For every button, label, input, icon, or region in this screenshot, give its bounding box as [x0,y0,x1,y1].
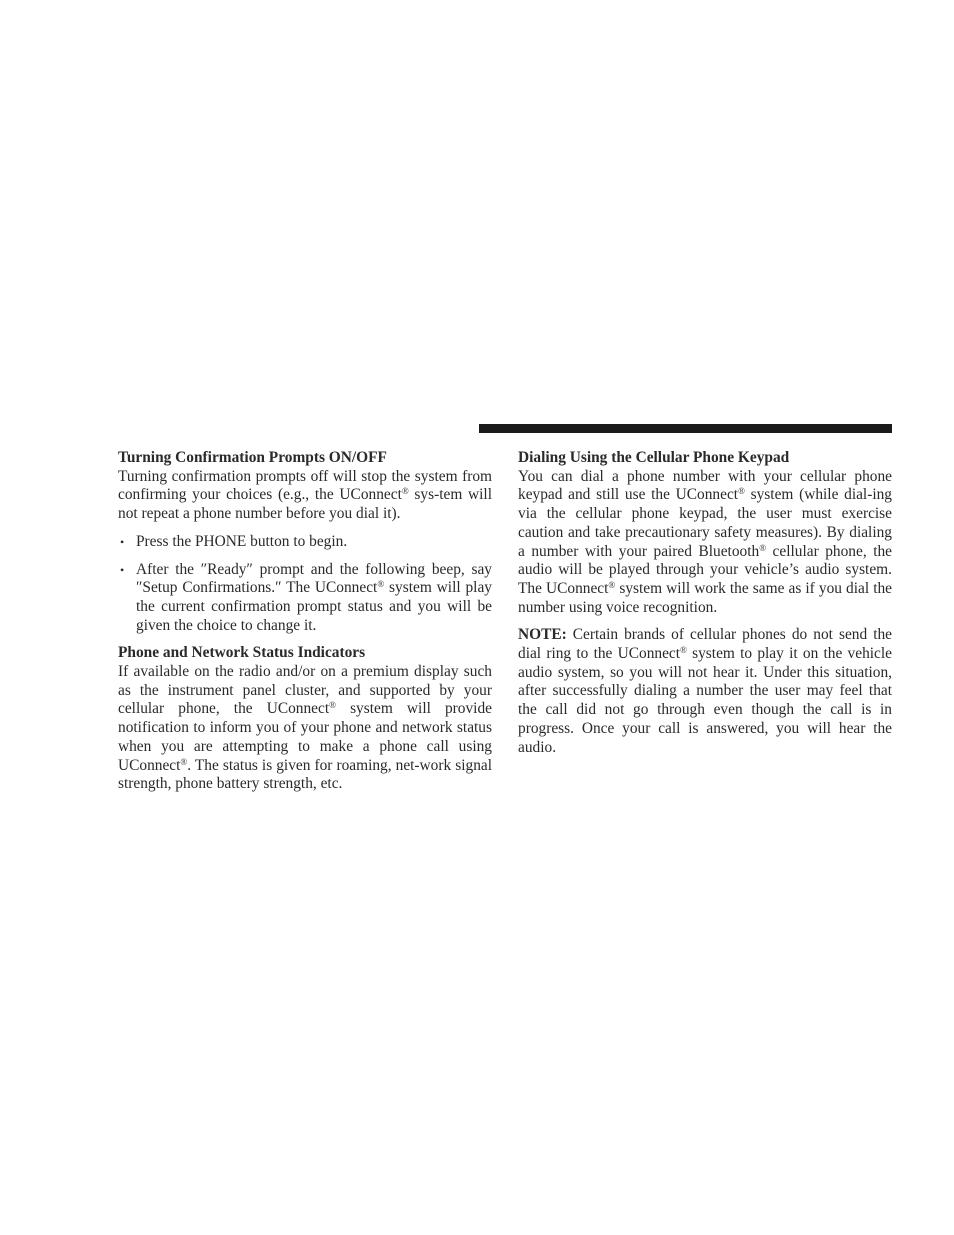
bullet-icon: • [120,562,125,577]
instruction-list [118,533,492,636]
registered-mark: ® [759,542,767,553]
registered-mark: ® [401,486,409,497]
registered-mark: ® [329,700,336,711]
registered-mark: ® [377,579,385,590]
paragraph-keypad-dialing: You can dial a phone number with your cellular phone keypad and still use the UConnect® system (while dial-ing via the cellular phone keypad, the user must exercise caution and take precautionary safety measures). By dialing a number with your paired Bluetooth® cellular phone, the audio will be played through your vehicle’s audio system. The UConnect® system will work the same as if you dial the number using voice recognition. [518,467,892,616]
paragraph-confirmation-prompts: Turning confirmation prompts off will stop the system from confirming your choices (e.g., the UConnect® sys-tem will not repeat a phone number before you dial it). [118,467,492,523]
section-heading-status-indicators: Phone and Network Status Indicators [118,644,366,662]
registered-mark: ® [608,579,616,590]
list-item: • Press the PHONE button to begin. [120,532,348,550]
right-column [518,449,892,766]
registered-mark: ® [738,486,745,497]
note-paragraph: NOTE: Certain brands of cellular phones do not send the dial ring to the UConnect® system to play it on the vehicle audio system, so you will not hear it. Under this situation, after successfully dialing a number the user may feel that the call did not go through even though the call is in progress. Once your call is answered, you will hear the audio. [518,626,892,756]
left-column [118,449,492,803]
bullet-icon: • [120,534,125,549]
list-item: • After the ″Ready″ prompt and the following beep, say ″Setup Confirmations.″ The UConnect® system will play the current confirmation prompt status and you will be given the choice to change it. [120,560,492,634]
registered-mark: ® [180,756,188,767]
registered-mark: ® [680,645,687,656]
note-label: NOTE: [518,626,567,644]
section-heading-keypad-dialing: Dialing Using the Cellular Phone Keypad [518,449,790,466]
header-rule [479,424,892,433]
paragraph-status-indicators: If available on the radio and/or on a premium display such as the instrument panel cluster, and supported by your cellular phone, the UConnect® system will provide notification to inform you of your phone and network status when you are attempting to make a phone call using UConnect®. The status is given for roaming, net-work signal strength, phone battery strength, etc. [118,663,492,793]
section-heading-confirmation-prompts: Turning Confirmation Prompts ON/OFF [118,449,387,466]
